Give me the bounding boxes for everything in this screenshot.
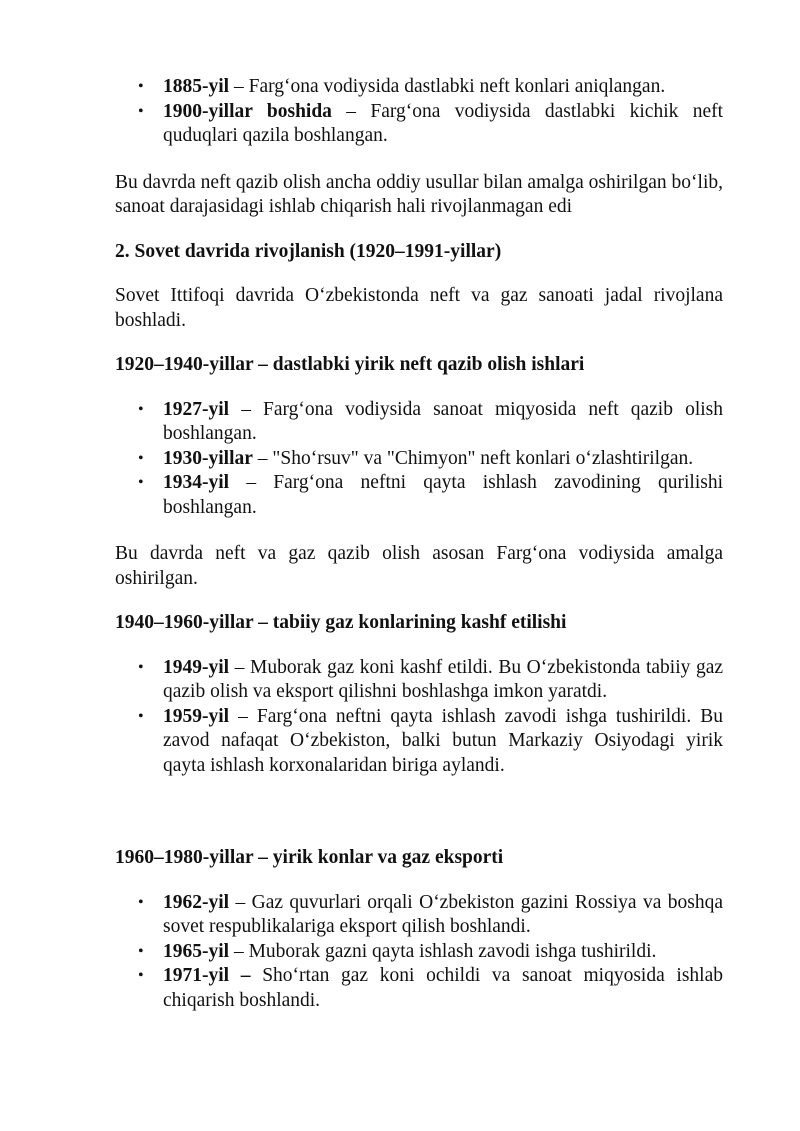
list-item [115,75,723,100]
list-item-text: – Muborak gazni qayta ishlash zavodi ishga tushirildi. [229,940,657,962]
list-1960 [115,891,723,1014]
list-item-text: – Farg‘ona neftni qayta ishlash zavodi ishga tushirildi. Bu zavod nafaqat O‘zbekiston, balki butun Markaziy Osiyodagi yirik qayta ishlash korxonalaridan biriga aylandi. [163,705,723,776]
list-item-text: – Muborak gaz koni kashf etildi. Bu O‘zbekistonda tabiiy gaz qazib olish va eksport qilishni boshlashga imkon yaratdi. [163,656,723,702]
list-item [115,964,723,1013]
list-item-text: – Farg‘ona vodiysida dastlabki neft konlari aniqlangan. [229,76,666,97]
list-item [115,398,723,447]
bullet-icon: • [138,707,144,725]
top-list [115,75,723,149]
list-item-date: 1959-yil [163,705,230,727]
paragraph: Bu davrda neft va gaz qazib olish asosan Farg‘ona vodiysida amalga oshirilgan. [115,543,723,589]
paragraph: Sovet Ittifoqi davrida O‘zbekistonda neft va gaz sanoati jadal rivojlana boshladi. [115,285,723,331]
list-item-date: 1934-yil [163,472,230,493]
list-item-text: – Gaz quvurlari orqali O‘zbekiston gazini Rossiya va boshqa sovet respublikalariga eksport qilish boshlandi. [163,891,723,937]
bullet-icon: • [138,893,144,911]
list-item [115,891,723,940]
subsection-heading: 1920–1940-yillar – dastlabki yirik neft qazib olish ishlari [115,354,585,375]
bullet-icon: • [138,658,144,676]
bullet-icon: • [138,400,144,418]
list-item-date: 1930-yillar [163,447,253,469]
list-item-text: Sho‘rtan gaz koni ochildi va sanoat miqyosida ishlab chiqarish boshlandi. [163,965,723,1011]
list-item-date: 1949-yil [163,656,230,678]
list-item-date: 1900-yillar boshida [163,100,332,122]
list-item-date: 1965-yil [163,940,230,962]
list-1920 [115,398,723,521]
list-item [115,100,723,149]
list-item [115,656,723,705]
list-item [115,471,723,520]
list-1940 [115,656,723,779]
subsection-heading: 1960–1980-yillar – yirik konlar va gaz eksporti [115,847,504,868]
paragraph: Bu davrda neft qazib olish ancha oddiy usullar bilan amalga oshirilgan bo‘lib, sanoat darajasidagi ishlab chiqarish hali rivojlanmagan edi [115,171,723,217]
bullet-icon: • [138,967,144,984]
list-item-text: – Farg‘ona vodiysida dastlabki kichik neft quduqlari qazila boshlangan. [163,100,724,146]
list-item-text: – Farg‘ona vodiysida sanoat miqyosida neft qazib olish boshlangan. [163,398,723,444]
bullet-icon: • [138,449,144,467]
section-heading: 2. Sovet davrida rivojlanish (1920–1991-yillar) [115,240,502,262]
list-item-text: – Farg‘ona neftni qayta ishlash zavodining qurilishi boshlangan. [163,472,723,518]
subsection-heading: 1940–1960-yillar – tabiiy gaz konlarining kashf etilishi [115,612,567,633]
list-item [115,447,723,472]
bullet-icon: • [138,102,144,120]
list-item-date: 1971-yil – [163,965,251,986]
list-item-date: 1927-yil [163,398,230,420]
list-item-date: 1962-yil [163,891,230,913]
bullet-icon: • [138,474,144,491]
bullet-icon: • [138,942,144,960]
list-item [115,940,723,965]
list-item-text: – "Sho‘rsuv" va "Chimyon" neft konlari o‘zlashtirilgan. [252,447,694,469]
document-page [115,75,723,1013]
list-item [115,705,723,779]
list-item-date: 1885-yil [163,76,230,97]
bullet-icon: • [138,78,144,95]
